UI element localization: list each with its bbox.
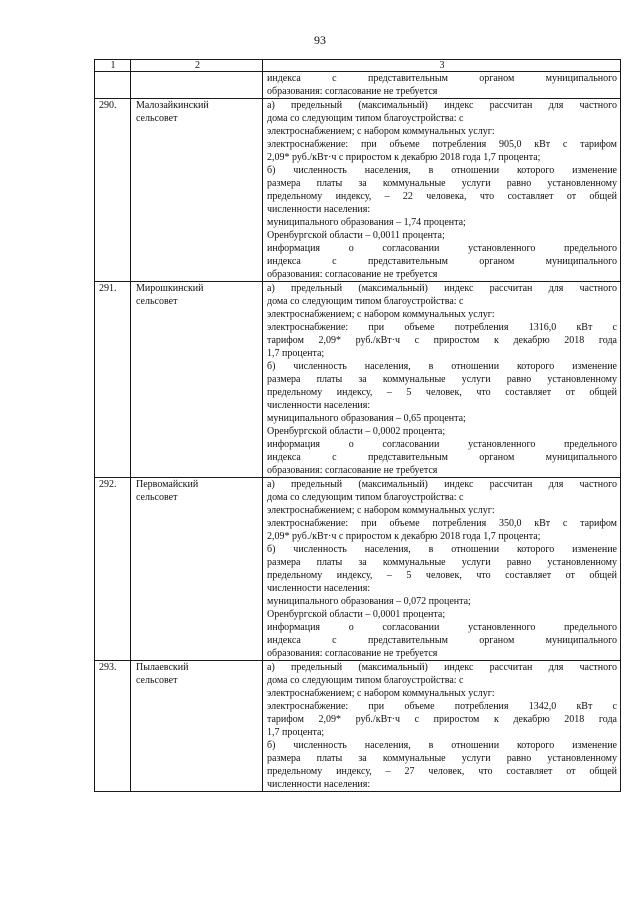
text-line: дома со следующим типом благоустройства: с (267, 113, 464, 124)
row-text-cell (263, 661, 621, 792)
text-line: электроснабжение: при объеме потребления 905,0 кВт с тарифом (267, 139, 617, 150)
row-name-cell (131, 661, 263, 792)
text-line: образования: согласование не требуется (267, 86, 438, 97)
text-line: б) численность населения, в отношении которого изменение (267, 165, 617, 176)
row-number: 293. (99, 662, 117, 673)
row-number: 292. (99, 479, 117, 490)
header-col-1: 1 (95, 60, 131, 72)
text-line: численности населения: (267, 204, 371, 215)
municipality-name: Пылаевский (136, 662, 189, 673)
table-row (95, 99, 621, 282)
text-line: 1,7 процента; (267, 348, 325, 359)
text-line: размера платы за коммунальные услуги равно установленному (267, 178, 617, 189)
text-line: 2,09* руб./кВт·ч с приростом к декабрю 2018 года 1,7 процента; (267, 531, 541, 542)
text-line: дома со следующим типом благоустройства: с (267, 675, 464, 686)
table-row (95, 661, 621, 792)
table-body (95, 60, 621, 792)
text-line: индекса с представительным органом муниципального (267, 256, 617, 267)
text-line: информация о согласовании установленного предельного (267, 622, 617, 633)
text-line: численности населения: (267, 583, 371, 594)
text-line: дома со следующим типом благоустройства: с (267, 492, 464, 503)
text-line: предельному индексу, – 27 человек, что составляет от общей (267, 766, 617, 777)
text-line: а) предельный (максимальный) индекс рассчитан для частного (267, 100, 617, 111)
continuation-row (95, 72, 621, 99)
text-line: электроснабжением; с набором коммунальных услуг: (267, 505, 495, 516)
page-number: 93 (314, 33, 326, 47)
text-line: б) численность населения, в отношении которого изменение (267, 361, 617, 372)
header-row (95, 60, 621, 72)
text-line: информация о согласовании установленного предельного (267, 243, 617, 254)
row-text-cell (263, 478, 621, 661)
text-line: муниципального образования – 0,072 процента; (267, 596, 471, 607)
row-number-cell (95, 661, 131, 792)
municipality-name: Первомайский (136, 479, 199, 490)
text-line: электроснабжение: при объеме потребления 1316,0 кВт с (267, 322, 617, 333)
row-name-cell (131, 282, 263, 478)
text-line: образования: согласование не требуется (267, 648, 438, 659)
row-text-cell (263, 282, 621, 478)
text-line: предельному индексу, – 22 человека, что составляет от общей (267, 191, 617, 202)
text-line: муниципального образования – 0,65 процента; (267, 413, 466, 424)
row-number: 290. (99, 100, 117, 111)
text-line: образования: согласование не требуется (267, 465, 438, 476)
row-text-cell (263, 72, 621, 99)
text-line: электроснабжение: при объеме потребления 1342,0 кВт с (267, 701, 617, 712)
text-line: индекса с представительным органом муниципального (267, 73, 617, 84)
text-line: размера платы за коммунальные услуги равно установленному (267, 557, 617, 568)
text-line: предельному индексу, – 5 человек, что составляет от общей (267, 570, 617, 581)
text-line: численности населения: (267, 400, 371, 411)
row-name-cell (131, 72, 263, 99)
row-name-cell (131, 478, 263, 661)
municipality-name: сельсовет (136, 113, 178, 124)
text-line: численности населения: (267, 779, 371, 790)
municipality-name: сельсовет (136, 675, 178, 686)
text-line: образования: согласование не требуется (267, 269, 438, 280)
row-number-cell (95, 99, 131, 282)
text-line: электроснабжение: при объеме потребления 350,0 кВт с тарифом (267, 518, 617, 529)
text-line: информация о согласовании установленного предельного (267, 439, 617, 450)
text-line: а) предельный (максимальный) индекс рассчитан для частного (267, 479, 617, 490)
text-line: 1,7 процента; (267, 727, 325, 738)
municipality-name: Малозайкинский (136, 100, 209, 111)
municipality-name: Мирошкинский (136, 283, 204, 294)
text-line: предельному индексу, – 5 человек, что составляет от общей (267, 387, 617, 398)
row-text-cell (263, 99, 621, 282)
header-col-3: 3 (263, 60, 621, 72)
text-line: б) численность населения, в отношении которого изменение (267, 740, 617, 751)
text-line: размера платы за коммунальные услуги равно установленному (267, 753, 617, 764)
municipality-name: сельсовет (136, 296, 178, 307)
text-line: электроснабжением; с набором коммунальных услуг: (267, 126, 495, 137)
header-col-2: 2 (131, 60, 263, 72)
text-line: индекса с представительным органом муниципального (267, 635, 617, 646)
text-line: размера платы за коммунальные услуги равно установленному (267, 374, 617, 385)
row-number-cell (95, 478, 131, 661)
row-number-cell (95, 282, 131, 478)
text-line: а) предельный (максимальный) индекс рассчитан для частного (267, 283, 617, 294)
municipality-name: сельсовет (136, 492, 178, 503)
text-line: тарифом 2,09* руб./кВт·ч с приростом к декабрю 2018 года (267, 335, 617, 346)
table-row (95, 282, 621, 478)
text-line: дома со следующим типом благоустройства: с (267, 296, 464, 307)
text-line: а) предельный (максимальный) индекс рассчитан для частного (267, 662, 617, 673)
text-line: Оренбургской области – 0,0011 процента; (267, 230, 445, 241)
indices-table (94, 59, 621, 792)
text-line: б) численность населения, в отношении которого изменение (267, 544, 617, 555)
text-line: Оренбургской области – 0,0001 процента; (267, 609, 446, 620)
text-line: индекса с представительным органом муниципального (267, 452, 617, 463)
text-line: 2,09* руб./кВт·ч с приростом к декабрю 2018 года 1,7 процента; (267, 152, 541, 163)
text-line: муниципального образования – 1,74 процента; (267, 217, 466, 228)
row-number: 291. (99, 283, 117, 294)
row-number-cell (95, 72, 131, 99)
text-line: электроснабжением; с набором коммунальных услуг: (267, 309, 495, 320)
text-line: Оренбургской области – 0,0002 процента; (267, 426, 446, 437)
text-line: электроснабжением; с набором коммунальных услуг: (267, 688, 495, 699)
row-name-cell (131, 99, 263, 282)
text-line: тарифом 2,09* руб./кВт·ч с приростом к декабрю 2018 года (267, 714, 617, 725)
table-row (95, 478, 621, 661)
